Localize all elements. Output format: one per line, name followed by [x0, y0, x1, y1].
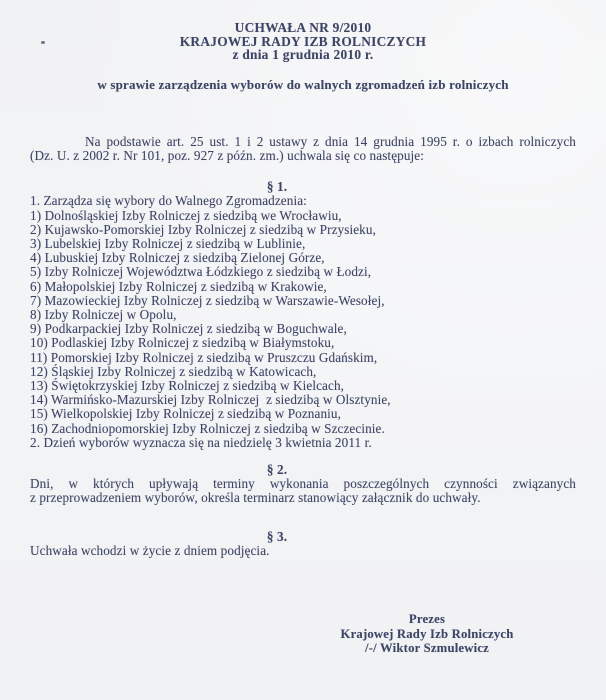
section-2-line-2: z przeprowadzeniem wyborów, określa terminarz stanowiący załącznik do uchwały.	[30, 490, 481, 506]
chamber-list	[30, 209, 576, 436]
list-item: 16) Zachodniopomorskiej Izby Rolniczej z siedzibą w Szczecinie.	[30, 420, 385, 436]
list-item: 5) Izby Rolniczej Województwa Łódzkiego z siedzibą w Łodzi,	[30, 264, 372, 280]
list-item: 14) Warmińsko-Mazurskiej Izby Rolniczej z siedzibą w Olsztynie,	[30, 392, 391, 408]
section-2-body	[30, 477, 576, 505]
list-item: 3) Lubelskiej Izby Rolniczej z siedzibą w Lublinie,	[30, 235, 306, 251]
list-item: 12) Śląskiej Izby Rolniczej z siedzibą w Katowicach,	[30, 363, 317, 379]
section-1-closing: 2. Dzień wyborów wyznacza się na niedzielę 3 kwietnia 2011 r.	[30, 434, 372, 450]
list-item: 4) Lubuskiej Izby Rolniczej z siedzibą Zielonej Górze,	[30, 250, 325, 266]
section-2-line-1: Dni, w których upływają terminy wykonania poszczególnych czynności związanych	[30, 476, 576, 492]
section-1-heading: § 1.	[266, 179, 288, 195]
list-item: 1) Dolnośląskiej Izby Rolniczej z siedzibą we Wrocławiu,	[30, 207, 342, 223]
title-line-2: KRAJOWEJ RADY IZB ROLNICZYCH	[179, 33, 427, 49]
scan-speck	[41, 41, 45, 44]
document-subject: w sprawie zarządzenia wyborów do walnych zgromadzeń izb rolniczych	[97, 76, 509, 92]
preamble-line-2: (Dz. U. z 2002 r. Nr 101, poz. 927 z późn. zm.) uchwala się co następuje:	[30, 147, 425, 163]
preamble-line-1: Na podstawie art. 25 ust. 1 i 2 ustawy z dnia 14 grudnia 1995 r. o izbach rolniczych	[85, 133, 576, 149]
list-item: 9) Podkarpackiej Izby Rolniczej z siedzibą w Boguchwale,	[30, 321, 347, 337]
section-2-heading: § 2.	[266, 461, 288, 477]
section-3-body: Uchwała wchodzi w życie z dniem podjęcia.	[30, 542, 270, 558]
title-line-1: UCHWAŁA NR 9/2010	[234, 20, 372, 35]
list-item: 2) Kujawsko-Pomorskiej Izby Rolniczej z siedzibą w Przysieku,	[30, 221, 376, 237]
signature-role: Prezes	[408, 611, 446, 626]
title-line-3: z dnia 1 grudnia 2010 r.	[232, 47, 374, 62]
preamble	[30, 135, 576, 163]
list-item: 13) Świętokrzyskiej Izby Rolniczej z siedzibą w Kielcach,	[30, 377, 345, 393]
section-1-body	[30, 194, 576, 450]
list-item: 8) Izby Rolniczej w Opolu,	[30, 306, 177, 322]
list-item: 11) Pomorskiej Izby Rolniczej z siedzibą w Pruszczu Gdańskim,	[30, 349, 378, 365]
section-3-heading: § 3.	[266, 528, 288, 544]
section-1-intro: 1. Zarządza się wybory do Walnego Zgromadzenia:	[30, 193, 307, 209]
signature-block	[287, 612, 567, 656]
list-item: 10) Podlaskiej Izby Rolniczej z siedzibą w Białymstoku,	[30, 335, 335, 351]
list-item: 6) Małopolskiej Izby Rolniczej z siedzibą w Krakowie,	[30, 278, 327, 294]
signature-name: /-/ Wiktor Szmulewicz	[364, 641, 490, 656]
list-item: 15) Wielkopolskiej Izby Rolniczej z siedzibą w Poznaniu,	[30, 406, 341, 422]
document-title	[30, 21, 576, 62]
list-item: 7) Mazowieckiej Izby Rolniczej z siedzibą w Warszawie-Wesołej,	[30, 292, 385, 308]
signature-organization: Krajowej Rady Izb Rolniczych	[340, 626, 514, 641]
